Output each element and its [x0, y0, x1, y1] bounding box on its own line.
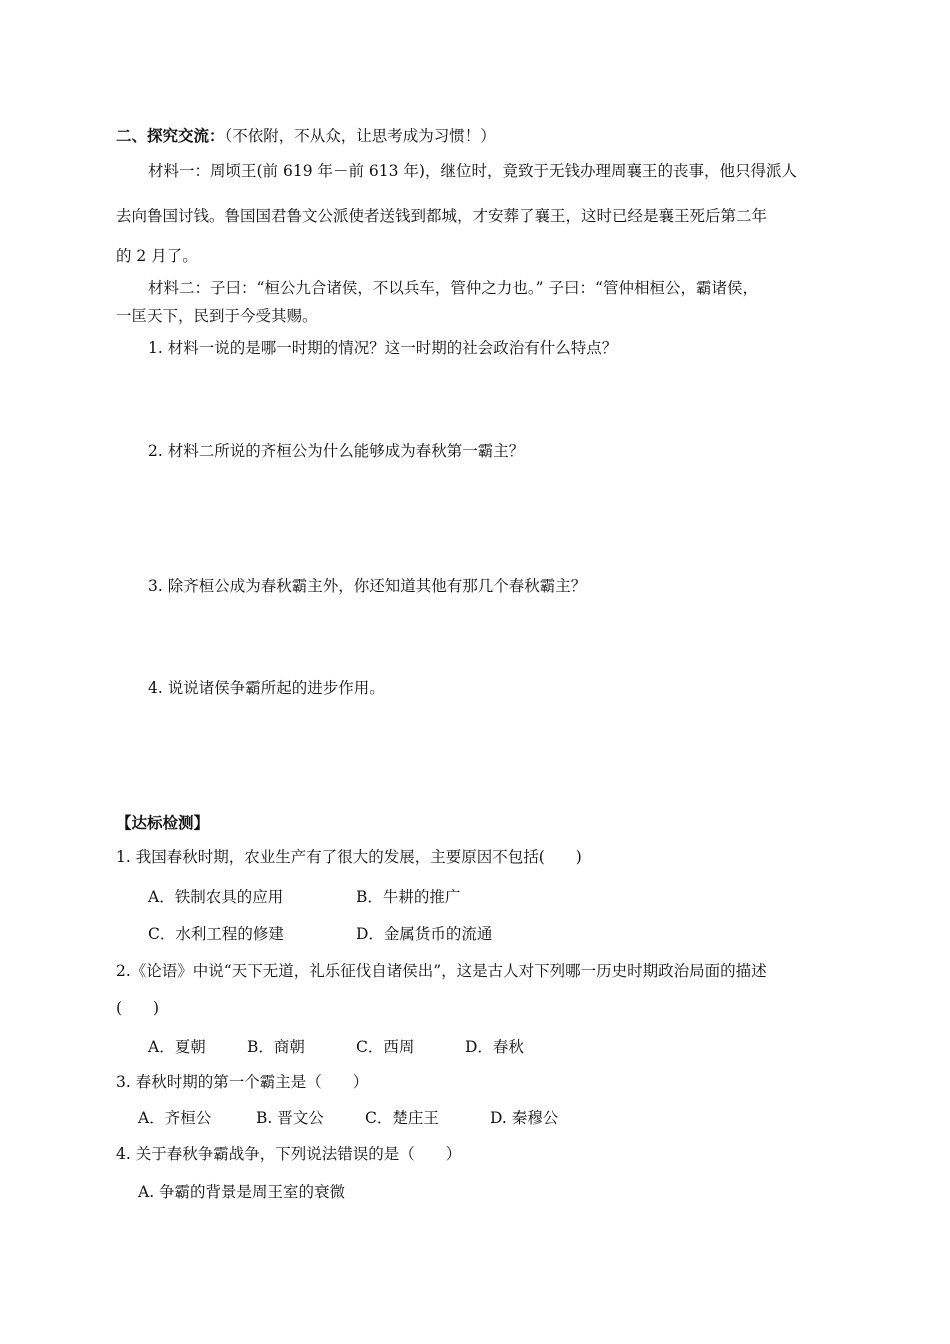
test-q2-option-d: D．春秋 — [465, 1038, 524, 1056]
question-2: 2. 材料二所说的齐桓公为什么能够成为春秋第一霸主？ — [148, 442, 525, 460]
test-q2-option-b: B．商朝 — [247, 1038, 305, 1056]
section2-heading-note: （不依附，不从众，让思考成为习惯！） — [224, 127, 496, 145]
test-q3-option-c: C．楚庄王 — [365, 1109, 439, 1127]
test-q1-option-d: D．金属货币的流通 — [356, 925, 493, 943]
question-3: 3. 除齐桓公成为春秋霸主外，你还知道其他有那几个春秋霸主？ — [148, 577, 587, 595]
section2-heading: 二、探究交流： — [116, 127, 225, 145]
test-question-2: 2.《论语》中说“天下无道，礼乐征伐自诸侯出”，这是古人对下列哪一历史时期政治局面的描述 — [116, 962, 767, 980]
test-q3-option-d: D. 秦穆公 — [490, 1109, 559, 1127]
test-heading: 【达标检测】 — [116, 814, 210, 832]
section2-heading-line — [116, 126, 496, 146]
test-q1-option-a: A．铁制农具的应用 — [148, 888, 284, 906]
test-question-1: 1. 我国春秋时期，农业生产有了很大的发展，主要原因不包括( ) — [116, 848, 582, 866]
test-q2-option-a: A．夏朝 — [148, 1038, 206, 1056]
material1-line2: 去向鲁国讨钱。鲁国国君鲁文公派使者送钱到都城，才安葬了襄王，这时已经是襄王死后第二年 — [116, 207, 768, 225]
test-question-2-bracket: ( ) — [116, 999, 160, 1017]
test-question-4: 4. 关于春秋争霸战争，下列说法错误的是（ ） — [116, 1145, 462, 1163]
material2-line2: 一匡天下，民到于今受其赐。 — [116, 307, 318, 325]
test-q3-option-a: A．齐桓公 — [138, 1109, 212, 1127]
question-4: 4. 说说诸侯争霸所起的进步作用。 — [148, 679, 385, 697]
test-q1-option-c: C．水利工程的修建 — [148, 925, 284, 943]
question-1: 1. 材料一说的是哪一时期的情况？这一时期的社会政治有什么特点？ — [148, 339, 618, 357]
material1-line3: 的 2 月了。 — [116, 247, 198, 265]
test-question-3: 3. 春秋时期的第一个霸主是（ ） — [116, 1073, 369, 1091]
test-q4-option-a: A. 争霸的背景是周王室的衰微 — [138, 1183, 346, 1201]
test-q3-option-b: B. 晋文公 — [256, 1109, 324, 1127]
test-q1-option-b: B．牛耕的推广 — [356, 888, 461, 906]
test-q2-option-c: C．西周 — [356, 1038, 415, 1056]
material2-line1: 材料二：子曰：“桓公九合诸侯，不以兵车，管仲之力也。” 子曰：“管仲相桓公，霸诸侯， — [148, 279, 758, 297]
material1-line1: 材料一：周顷王(前 619 年－前 613 年)，继位时，竟致于无钱办理周襄王的丧事，他只得派人 — [148, 162, 797, 180]
